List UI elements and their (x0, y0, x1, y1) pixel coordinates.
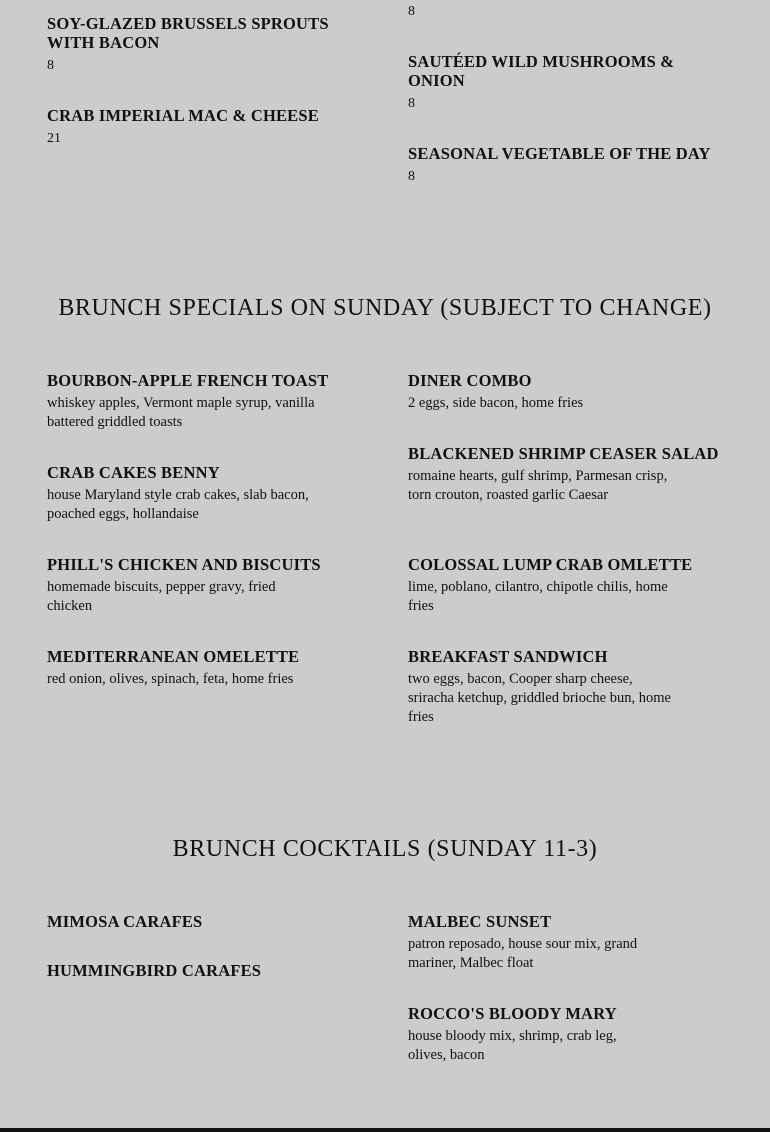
item-description: house bloody mix, shrimp, crab leg, olives, bacon (408, 1028, 617, 1063)
item-price: 8 (408, 96, 415, 111)
item-name: MALBEC SUNSET (408, 912, 552, 931)
menu-item (408, 647, 718, 727)
item-name: SOY-GLAZED BRUSSELS SPROUTS WITH BACON (47, 14, 329, 52)
top-right-price: 8 (408, 4, 415, 19)
menu-item (408, 444, 738, 505)
menu-item (47, 463, 357, 524)
section-title-brunch-specials: BRUNCH SPECIALS ON SUNDAY (SUBJECT TO CHANGE) (58, 295, 712, 321)
menu-item (408, 144, 738, 186)
item-name: COLOSSAL LUMP CRAB OMLETTE (408, 555, 693, 574)
item-name: MIMOSA CARAFES (47, 912, 203, 931)
item-name: ROCCO'S BLOODY MARY (408, 1004, 617, 1023)
item-description: two eggs, bacon, Cooper sharp cheese, sriracha ketchup, griddled brioche bun, home fries (408, 671, 671, 725)
item-description: patron reposado, house sour mix, grand mariner, Malbec float (408, 936, 638, 971)
footer-bar (0, 1128, 770, 1132)
menu-item (408, 1004, 718, 1065)
menu-item (47, 961, 357, 980)
item-name: CRAB CAKES BENNY (47, 463, 220, 482)
menu-item (47, 14, 357, 75)
item-name: SEASONAL VEGETABLE OF THE DAY (408, 144, 711, 163)
item-price: 8 (47, 58, 54, 73)
menu-item (47, 555, 357, 616)
item-description: red onion, olives, spinach, feta, home fries (47, 671, 294, 687)
item-name: BOURBON-APPLE FRENCH TOAST (47, 371, 329, 390)
item-description: 2 eggs, side bacon, home fries (408, 395, 584, 411)
menu-item (47, 371, 357, 432)
item-name: MEDITERRANEAN OMELETTE (47, 647, 300, 666)
menu-item (408, 52, 698, 113)
item-description: homemade biscuits, pepper gravy, fried chicken (47, 579, 276, 614)
menu-item (408, 555, 738, 616)
item-name: PHILL'S CHICKEN AND BISCUITS (47, 555, 321, 574)
item-description: lime, poblano, cilantro, chipotle chilis, home fries (408, 579, 668, 614)
item-description: romaine hearts, gulf shrimp, Parmesan crisp, torn crouton, roasted garlic Caesar (408, 468, 668, 503)
item-description: house Maryland style crab cakes, slab bacon, poached eggs, hollandaise (47, 487, 309, 522)
item-name: SAUTÉED WILD MUSHROOMS & ONION (408, 52, 675, 90)
item-price: 8 (408, 169, 415, 184)
item-name: CRAB IMPERIAL MAC & CHEESE (47, 106, 319, 125)
menu-item (47, 647, 357, 689)
item-name: DINER COMBO (408, 371, 532, 390)
item-description: whiskey apples, Vermont maple syrup, vanilla battered griddled toasts (47, 395, 315, 430)
item-price: 21 (47, 131, 61, 146)
menu-item (47, 912, 357, 931)
item-name: HUMMINGBIRD CARAFES (47, 961, 262, 980)
section-title-brunch-cocktails: BRUNCH COCKTAILS (SUNDAY 11-3) (172, 836, 598, 862)
item-name: BLACKENED SHRIMP CEASER SALAD (408, 444, 719, 463)
menu-item (408, 912, 718, 973)
menu-item (47, 106, 357, 148)
menu-item (408, 371, 718, 413)
item-name: BREAKFAST SANDWICH (408, 647, 608, 666)
